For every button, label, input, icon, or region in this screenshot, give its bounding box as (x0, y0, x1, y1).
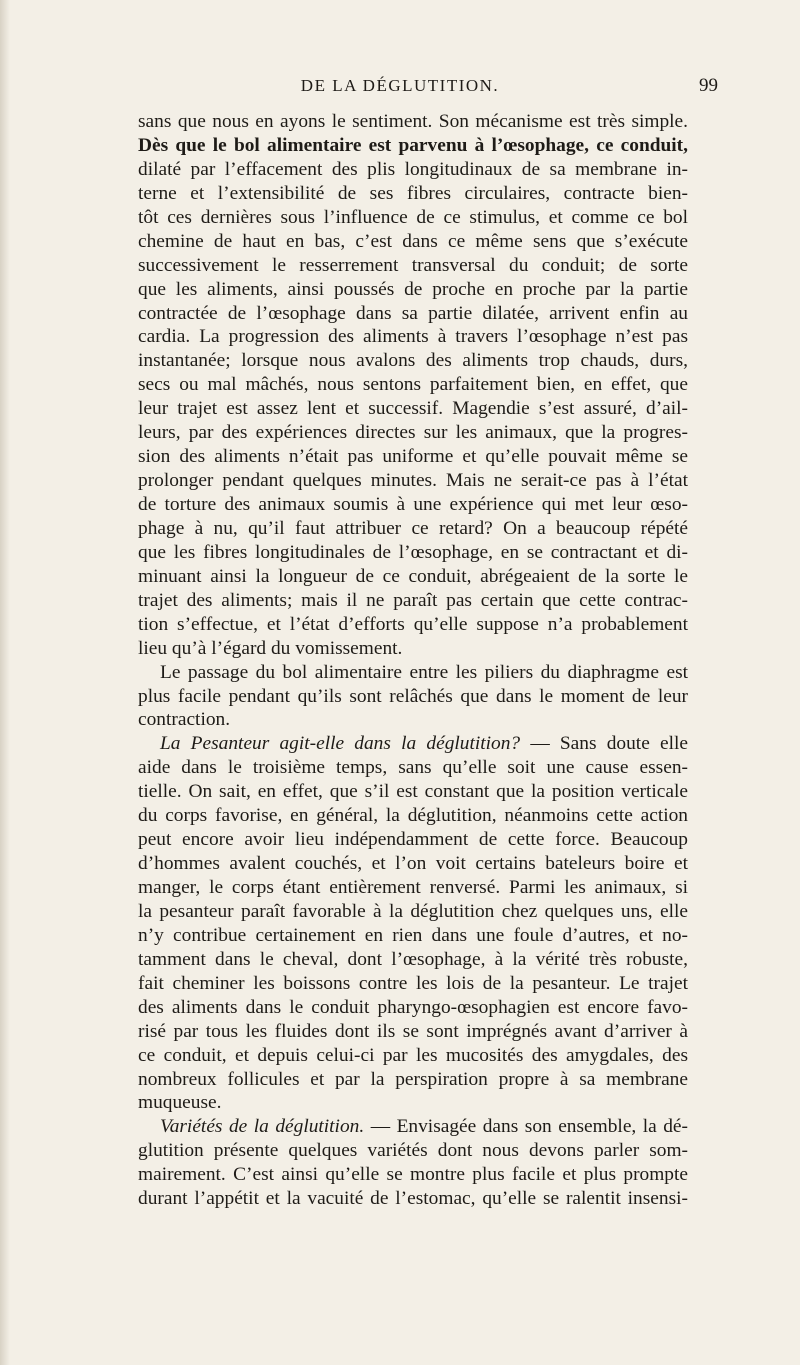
text-line: aide dans le troisième temps, sans qu’elle soit une cause essen- (138, 757, 688, 779)
text-line: leur trajet est assez lent et successif. Magendie s’est assuré, d’ail- (138, 398, 688, 420)
text-line: Le passage du bol alimentaire entre les piliers du diaphragme est (160, 661, 688, 683)
text-line: secs ou mal mâchés, nous sentons parfaitement bien, en effet, que (138, 374, 688, 396)
text-line: nombreux follicules et par la perspiration propre à sa membrane (138, 1068, 688, 1090)
page-header (0, 72, 800, 102)
text-line: risé par tous les fluides dont ils se sont imprégnés avant d’arriver à (138, 1020, 688, 1042)
text-line: contraction. (138, 709, 231, 731)
text-line: lieu qu’à l’égard du vomissement. (138, 637, 403, 659)
text-line: sion des aliments n’était pas uniforme et qu’elle pouvait même se (138, 446, 688, 468)
text-line-with-heading (138, 732, 688, 756)
text-line: peut encore avoir lieu indépendamment de cette force. Beaucoup (138, 829, 688, 851)
text-line: plus facile pendant qu’ils sont relâchés que dans le moment de leur (138, 685, 688, 707)
text-line: manger, le corps étant entièrement renversé. Parmi les animaux, si (138, 877, 688, 898)
text-line: la pesanteur paraît favorable à la déglutition chez quelques uns, elle (138, 900, 688, 922)
text-line: glutition présente quelques variétés dont nous devons parler som- (138, 1140, 688, 1162)
text-line: durant l’appétit et la vacuité de l’estomac, qu’elle se ralentit insensi- (138, 1188, 688, 1210)
text-line-with-heading (138, 1115, 688, 1139)
text-line: des aliments dans le conduit pharyngo-œsophagien est encore favo- (138, 996, 688, 1018)
text-line: chemine de haut en bas, c’est dans ce même sens que s’exécute (138, 230, 688, 252)
text-fragment: — Envisagée dans son ensemble, la dé- (370, 1116, 688, 1138)
text-line: tamment dans le cheval, dont l’œsophage, à la vérité très robuste, (138, 948, 688, 970)
text-line: fait cheminer les boissons contre les lois de la pesanteur. Le trajet (138, 972, 688, 994)
text-line: que les fibres longitudinales de l’œsophage, en se contractant et di- (138, 541, 688, 563)
text-line: sans que nous en ayons le sentiment. Son mécanisme est très simple. (138, 111, 688, 132)
text-line: successivement le resserrement transversal du conduit; de sorte (138, 254, 688, 276)
text-line: que les aliments, ainsi poussés de proche en proche par la partie (138, 278, 688, 300)
text-line: tion s’effectue, et l’état d’efforts qu’elle suppose n’a probablement (138, 613, 688, 635)
text-line: cardia. La progression des aliments à travers l’œsophage n’est pas (138, 326, 688, 348)
page-number: 99 (699, 75, 718, 96)
text-line: minuant ainsi la longueur de ce conduit, abrégeaient de la sorte le (138, 565, 688, 587)
text-line: n’y contribue certainement en rien dans une foule d’autres, et no- (138, 924, 688, 946)
text-line: contractée de l’œsophage dans sa partie dilatée, arrivent enfin au (138, 302, 688, 324)
text-line: prolonger pendant quelques minutes. Mais ne serait-ce pas à l’état (138, 470, 688, 492)
text-line: tôt ces dernières sous l’influence de ce stimulus, et comme ce bol (138, 206, 688, 228)
text-line: ce conduit, et depuis celui-ci par les mucosités des amygdales, des (138, 1044, 688, 1066)
text-line: leurs, par des expériences directes sur les animaux, que la progres- (138, 422, 688, 444)
text-fragment: — Sans doute elle (530, 733, 688, 755)
page-gutter-shadow (0, 0, 10, 1365)
text-line: dilaté par l’effacement des plis longitudinaux de sa membrane in- (138, 158, 688, 180)
text-line: de torture des animaux soumis à une expérience qui met leur œso- (138, 494, 688, 515)
text-line: tielle. On sait, en effet, que s’il est constant que la position verticale (138, 781, 688, 803)
body-text (138, 110, 688, 1211)
text-line: phage à nu, qu’il faut attribuer ce retard? On a beaucoup répété (138, 517, 688, 539)
text-line: du corps favorise, en général, la déglutition, néanmoins cette action (138, 805, 688, 827)
text-line: muqueuse. (138, 1092, 222, 1114)
text-line: Dès que le bol alimentaire est parvenu à l’œsophage, ce conduit, (138, 134, 688, 156)
section-heading-pesanteur: La Pesanteur agit-elle dans la déglutition? (160, 733, 521, 755)
text-line: mairement. C’est ainsi qu’elle se montre plus facile et plus prompte (138, 1164, 688, 1186)
text-line: trajet des aliments; mais il ne paraît pas certain que cette contrac- (138, 589, 688, 611)
text-line: instantanée; lorsque nous avalons des aliments trop chauds, durs, (138, 350, 688, 372)
running-head: DE LA DÉGLUTITION. (300, 76, 500, 95)
section-heading-varietes: Variétés de la déglutition. (160, 1116, 365, 1138)
text-line: d’hommes avalent couchés, et l’on voit certains bateleurs boire et (138, 853, 688, 875)
text-line: terne et l’extensibilité de ses fibres circulaires, contracte bien- (138, 182, 688, 204)
